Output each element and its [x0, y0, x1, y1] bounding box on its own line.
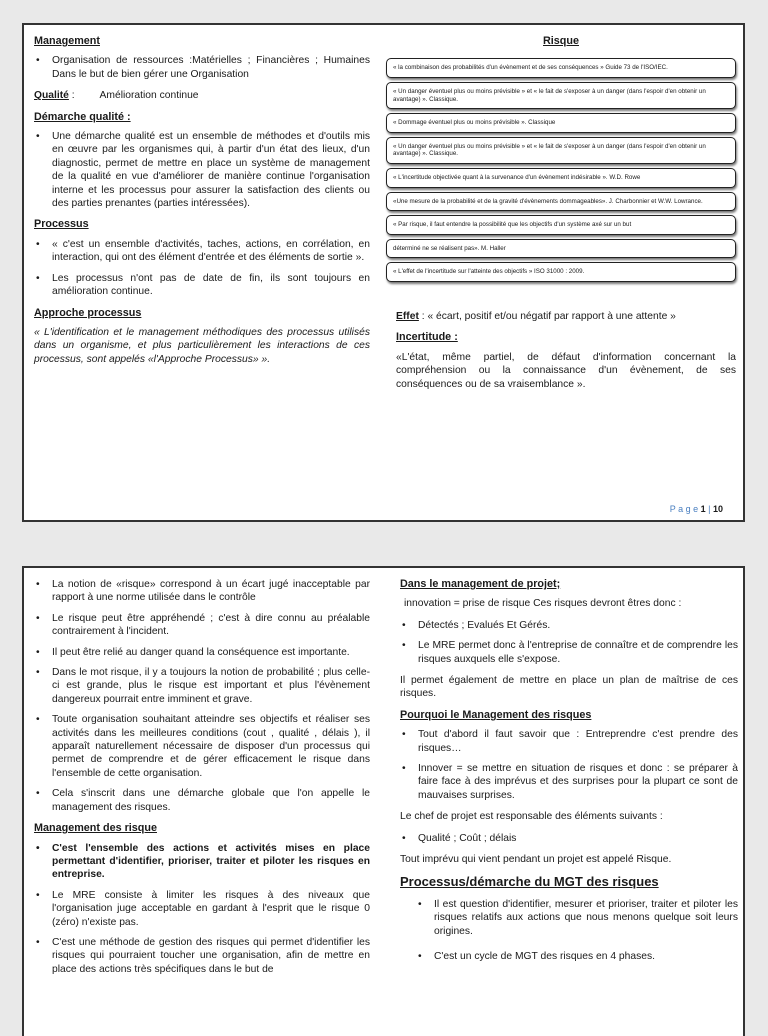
list-item: • Organisation de ressources :Matérielles ; Financières ; Humaines Dans le but de bien gérer une Organisation — [34, 54, 370, 81]
management-heading: Management — [34, 35, 100, 47]
list-item: • Qualité ; Coût ; délais — [400, 832, 738, 845]
list-item: • Dans le mot risque, il y a toujours la notion de probabilité ; plus celle-ci est grande, plus le risque est important et plus l'évènement dangereux pourrait entre imminent et grave. — [34, 666, 370, 706]
list-item: • Toute organisation souhaitant atteindre ses objectifs et réaliser ses activités dans les meilleures conditions (cout , qualité , délais ), il apparaît naturellement nécessaire de disposer d'un processus qui permet de comprendre et de gérer efficacement le risque dans l'ensemble de cette organisation. — [34, 713, 370, 780]
footer-page-number: 1 — [700, 504, 706, 514]
mgt-risque-list — [34, 842, 370, 977]
definition-box: « Dommage éventuel plus ou moins prévisible ». Classique — [386, 113, 736, 133]
qualite-label: Qualité — [34, 90, 69, 102]
document-page-1 — [22, 23, 745, 522]
page2-left-column — [34, 578, 370, 984]
list-item: • Tout d'abord il faut savoir que : Entreprendre c'est prendre des risques… — [400, 728, 738, 755]
processus-list — [34, 238, 370, 299]
footer-label: P a g e — [669, 504, 699, 514]
definition-box: « L'effet de l'incertitude sur l'atteinte des objectifs » ISO 31000 : 2009. — [386, 262, 736, 282]
list-item: • La notion de «risque» correspond à un écart jugé inacceptable par rapport à une norme utilisée dans le contrôle — [34, 578, 370, 605]
document-page-2 — [22, 566, 745, 1036]
projet-heading: Dans le management de projet; — [400, 578, 561, 590]
list-item: • Détectés ; Evalués Et Gérés. — [400, 619, 738, 632]
processus-heading: Processus — [34, 218, 89, 231]
approche-heading: Approche processus — [34, 306, 142, 319]
definition-box: déterminé ne se réalisent pas». M. Haller — [386, 239, 736, 259]
process-heading: Processus/démarche du MGT des risques — [400, 873, 659, 889]
definition-box: «Une mesure de la probabilité et de la gravité d'évènements dommageables». J. Charbonnier et W.W. Lowrance. — [386, 192, 736, 212]
process-list — [400, 898, 738, 964]
page1-left-column — [34, 35, 370, 374]
list-item: • C'est un cycle de MGT des risques en 4 phases. — [418, 950, 738, 963]
list-item: • « c'est un ensemble d'activités, taches, actions, en corrélation, en interaction, qui ont des élément d'entrée et des éléments de sortie ». — [34, 238, 370, 265]
definition-box: « Un danger éventuel plus ou moins prévisible » et « le fait de s'exposer à un danger (dans l'espoir d'en obtenir un avantage) ». Classique. — [386, 137, 736, 164]
mgt-risque-heading: Management des risque — [34, 822, 157, 835]
definition-box: « Un danger éventuel plus ou moins prévisible » et « le fait de s'exposer à un danger (dans l'espoir d'en obtenir un avantage) ». Classique. — [386, 82, 736, 109]
definition-box: « L'incertitude objectivée quant à la survenance d'un évènement indésirable ». W.D. Rowe — [386, 168, 736, 188]
projet-intro: innovation = prise de risque Ces risques devront êtres donc : — [404, 598, 682, 610]
qualite-line — [34, 89, 370, 102]
plan-text: Il permet également de mettre en place un plan de maîtrise de ces risques. — [400, 675, 738, 700]
list-item: • Le MRE permet donc à l'entreprise de connaître et de comprendre les risques auxquels elle s'expose. — [400, 639, 738, 666]
incertitude-heading: Incertitude : — [396, 331, 458, 344]
list-item: • Les processus n'ont pas de date de fin, ils sont toujours en amélioration continue. — [34, 272, 370, 299]
list-item: • Il est question d'identifier, mesurer et prioriser, traiter et piloter les risques relatifs aux actions que nous menons quelque soit leurs origines. — [418, 898, 738, 938]
pourquoi-list — [400, 728, 738, 802]
list-item: • Innover = se mettre en situation de risques et donc : se préparer à faire face à des imprévus et des surprises pour la plupart ce sont de mauvaises surprises. — [400, 762, 738, 802]
list-item: • Cela s'inscrit dans une démarche globale que l'on appelle le management des risques. — [34, 787, 370, 814]
list-item: • Le MRE consiste à limiter les risques à des niveaux que l'organisation juge acceptable en gardant à l'esprit que le risque 0 (zéro) n'existe pas. — [34, 889, 370, 929]
definition-box: « la combinaison des probabilités d'un évènement et de ses conséquences » Guide 73 de l'ISO/IEC. — [386, 58, 736, 78]
effet-line — [386, 310, 736, 323]
list-item: • C'est une méthode de gestion des risques qui permet d'identifier les risques qui pourraient toucher une organisation, afin de mettre en place des actions très spécifiques dans le but de — [34, 936, 370, 976]
approche-text: « L'identification et le management méthodiques des processus utilisés dans un organisme, et plus particulièrement les interactions de ces processus, sont appelés «l'Approche Processus» ». — [34, 326, 370, 365]
incertitude-text: «L'état, même partiel, de défaut d'information concernant la compréhension ou la connaissance d'un évènement, de ses conséquences ou de sa vraisemblance ». — [396, 351, 736, 390]
footer-page-total: 10 — [712, 504, 723, 514]
list-item: • Le risque peut être appréhendé ; c'est à dire connu au préalable contrairement à l'incident. — [34, 612, 370, 639]
risque-heading: Risque — [543, 35, 579, 47]
imprevu-text: Tout imprévu qui vient pendant un projet est appelé Risque. — [400, 854, 672, 866]
chef-text: Le chef de projet est responsable des éléments suivants : — [400, 811, 663, 823]
effet-label: Effet — [396, 310, 419, 322]
risk-notion-list — [34, 578, 370, 814]
page1-right-column — [386, 35, 736, 399]
list-item: • Une démarche qualité est un ensemble de méthodes et d'outils mis en œuvre par les organismes qui, à partir d'un état des lieux, d'un diagnostic, permet de mettre en place un système de management de la qualité en vue d'améliorer de manière continue l'organisation interne et les processus pour assurer la satisfaction des clients ou des parties prenantes (parties intéressées). — [34, 130, 370, 210]
demarche-list — [34, 130, 370, 210]
effet-text: : « écart, positif et/ou négatif par rapport à une attente » — [418, 310, 676, 322]
projet-list — [400, 619, 738, 666]
list-item: • Il peut être relié au danger quand la conséquence est importante. — [34, 646, 370, 659]
qualite-value: Amélioration continue — [99, 90, 199, 102]
pourquoi-heading: Pourquoi le Management des risques — [400, 708, 592, 721]
management-list — [34, 54, 370, 81]
list-item: • C'est l'ensemble des actions et activités mises en place permettant d'identifier, prioriser, traiter et piloter les risques en entreprise. — [34, 842, 370, 882]
page-footer — [670, 504, 723, 514]
footer-separator: | — [705, 504, 713, 514]
definition-box: « Par risque, il faut entendre la possibilité que les objectifs d'un système axé sur un but — [386, 215, 736, 235]
qualite-separator: : — [68, 90, 75, 102]
page2-right-column — [400, 578, 738, 976]
demarche-heading: Démarche qualité : — [34, 110, 131, 123]
chef-list — [400, 832, 738, 845]
